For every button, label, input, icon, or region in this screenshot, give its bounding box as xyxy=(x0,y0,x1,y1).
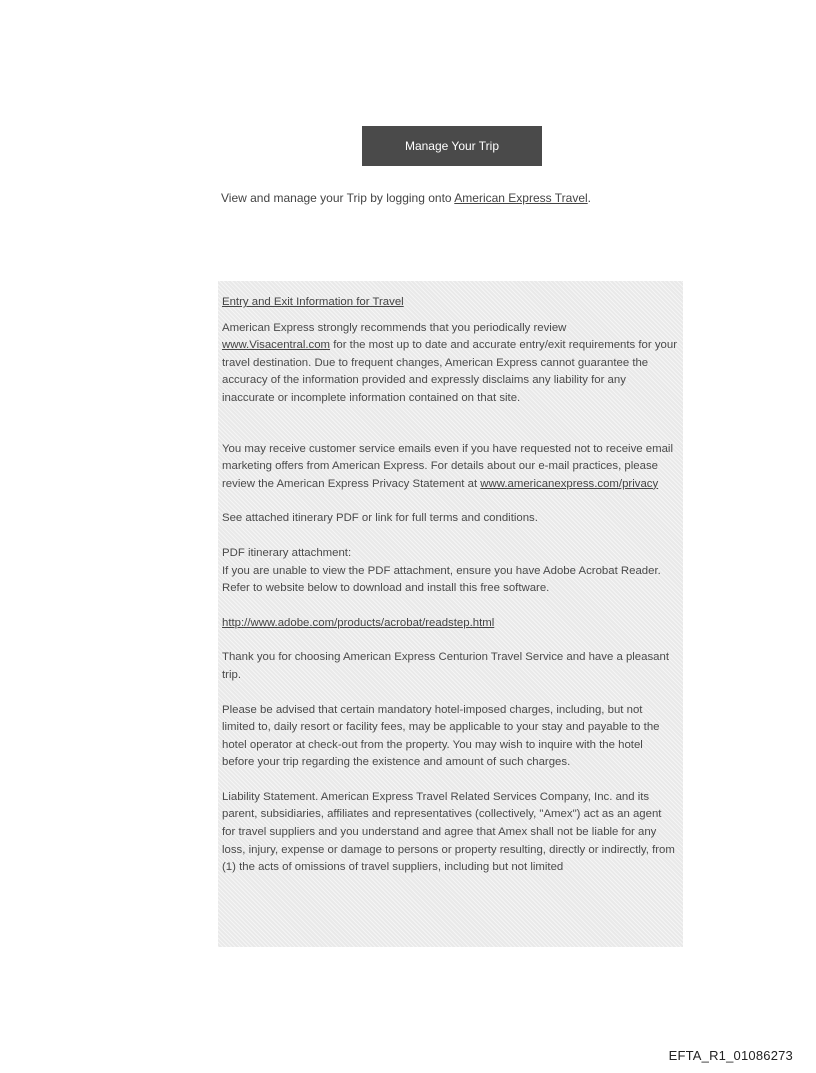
entry-exit-paragraph xyxy=(222,320,677,408)
pdf-attachment-body: If you are unable to view the PDF attachment, ensure you have Adobe Acrobat Reader. Refer to website below to download and install this free software. xyxy=(222,564,661,595)
intro-text-before: View and manage your Trip by logging onto xyxy=(221,191,455,205)
privacy-link[interactable]: www.americanexpress.com/privacy xyxy=(480,477,659,490)
pdf-attachment-title: PDF itinerary attachment: xyxy=(222,546,352,559)
american-express-travel-link[interactable]: American Express Travel xyxy=(454,191,588,205)
entry-exit-text-b: for the most up to date and accurate entry/exit requirements for your travel destination. Due to frequent changes, American Express cannot guarantee the accuracy of the information provided and expressly disclaims any liability for any inaccurate or incomplete information contained on that site. xyxy=(222,339,678,404)
terms-panel-content xyxy=(218,281,683,877)
adobe-download-link[interactable]: http://www.adobe.com/products/acrobat/readstep.html xyxy=(222,616,495,629)
visacentral-link[interactable]: www.Visacentral.com xyxy=(222,339,331,352)
intro-text xyxy=(221,190,691,207)
adobe-link-paragraph xyxy=(222,615,677,633)
terms-panel xyxy=(218,281,683,947)
entry-exit-heading xyxy=(222,294,677,312)
hotel-charges-paragraph: Please be advised that certain mandatory hotel-imposed charges, including, but not limited to, daily resort or facility fees, may be applicable to your stay and payable to the hotel operator at check-out from the property. You may wish to inquire with the hotel before your trip regarding the existence and amount of such charges. xyxy=(222,703,660,769)
entry-exit-text-a: American Express strongly recommends that you periodically review xyxy=(222,321,567,334)
entry-exit-heading-link[interactable]: Entry and Exit Information for Travel xyxy=(222,296,404,308)
liability-paragraph: Liability Statement. American Express Travel Related Services Company, Inc. and its parent, subsidiaries, affiliates and representatives (collectively, "Amex") act as an agent for travel suppliers and you understand and agree that Amex shall not be liable for any loss, injury, expense or damage to persons or property resulting, directly or indirectly, from (1) the acts of omissions of travel suppliers, including but not limited xyxy=(222,790,675,874)
customer-service-paragraph xyxy=(222,441,677,494)
intro-text-after: . xyxy=(587,191,592,205)
document-id: EFTA_R1_01086273 xyxy=(668,1048,793,1063)
itinerary-terms-paragraph: See attached itinerary PDF or link for full terms and conditions. xyxy=(222,512,538,525)
customer-service-text: You may receive customer service emails even if you have requested not to receive email marketing offers from American Express. For details about our e-mail practices, please review the American Express Privacy Statement at xyxy=(222,442,673,490)
manage-your-trip-button[interactable]: Manage Your Trip xyxy=(362,126,542,166)
pdf-attachment-paragraph xyxy=(222,545,677,598)
thank-you-paragraph: Thank you for choosing American Express Centurion Travel Service and have a pleasant trip. xyxy=(222,651,670,681)
